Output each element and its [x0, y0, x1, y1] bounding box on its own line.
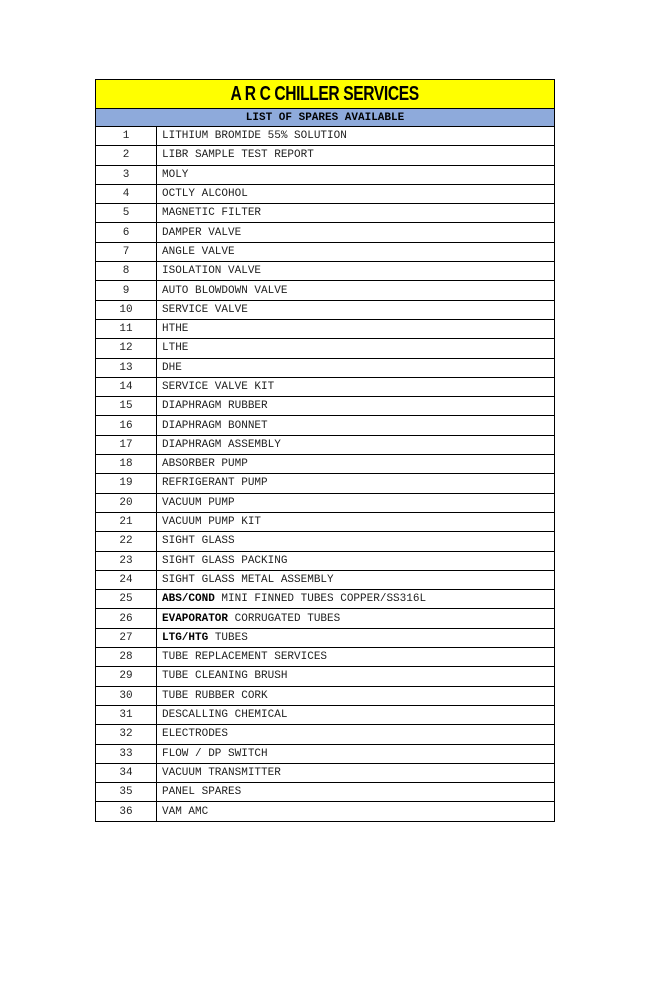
item-number: 19 [96, 474, 157, 493]
table-row [96, 763, 555, 782]
item-name-text: ANGLE VALVE [162, 245, 235, 258]
item-name [157, 667, 555, 686]
item-name-text: OCTLY ALCOHOL [162, 188, 248, 201]
item-name [157, 242, 555, 261]
item-number: 30 [96, 686, 157, 705]
item-name [157, 609, 555, 628]
table-row [96, 628, 555, 647]
spares-sheet [95, 79, 554, 822]
item-name [157, 339, 555, 358]
item-name [157, 397, 555, 416]
table-row [96, 474, 555, 493]
item-name [157, 551, 555, 570]
item-number: 32 [96, 725, 157, 744]
item-name-text: DAMPER VALVE [162, 226, 242, 239]
item-number: 12 [96, 339, 157, 358]
item-number: 4 [96, 184, 157, 203]
item-number: 9 [96, 281, 157, 300]
item-name-bold: EVAPORATOR [162, 612, 229, 625]
item-number: 23 [96, 551, 157, 570]
item-name-text: MOLY [162, 168, 189, 181]
item-name [157, 802, 555, 821]
item-name-text: LIBR SAMPLE TEST REPORT [162, 149, 314, 162]
item-number: 11 [96, 319, 157, 338]
item-name [157, 435, 555, 454]
table-row [96, 146, 555, 165]
item-name-text: MINI FINNED TUBES COPPER/SS316L [214, 593, 427, 606]
table-row [96, 512, 555, 531]
item-name [157, 570, 555, 589]
item-name [157, 146, 555, 165]
item-number: 20 [96, 493, 157, 512]
item-name-text: MAGNETIC FILTER [162, 207, 262, 220]
table-row [96, 319, 555, 338]
item-name [157, 416, 555, 435]
item-number: 1 [96, 127, 157, 146]
item-name [157, 127, 555, 146]
item-number: 6 [96, 223, 157, 242]
spares-table-body [96, 80, 555, 822]
item-name-text: CORRUGATED TUBES [228, 612, 341, 625]
table-row [96, 435, 555, 454]
item-number: 14 [96, 377, 157, 396]
table-row [96, 725, 555, 744]
item-number: 25 [96, 590, 157, 609]
table-row [96, 184, 555, 203]
item-number: 2 [96, 146, 157, 165]
table-row [96, 705, 555, 724]
item-name [157, 281, 555, 300]
item-number: 18 [96, 455, 157, 474]
title-row [96, 80, 555, 109]
table-row [96, 570, 555, 589]
table-row [96, 686, 555, 705]
item-name-text: ISOLATION VALVE [162, 265, 262, 278]
item-number: 36 [96, 802, 157, 821]
item-number: 3 [96, 165, 157, 184]
item-name-text: HTHE [162, 323, 189, 336]
item-number: 35 [96, 783, 157, 802]
item-number: 17 [96, 435, 157, 454]
item-name-text: SIGHT GLASS PACKING [162, 554, 288, 567]
item-number: 8 [96, 262, 157, 281]
item-name [157, 184, 555, 203]
item-name-bold: ABS/COND [162, 593, 215, 606]
item-name-text: DIAPHRAGM ASSEMBLY [162, 438, 281, 451]
table-row [96, 609, 555, 628]
table-row [96, 783, 555, 802]
item-name-text: VAM AMC [162, 805, 209, 818]
item-name [157, 204, 555, 223]
item-number: 13 [96, 358, 157, 377]
item-number: 5 [96, 204, 157, 223]
table-row [96, 281, 555, 300]
item-name-text: ABSORBER PUMP [162, 458, 248, 471]
item-name [157, 783, 555, 802]
item-name-text: DHE [162, 361, 182, 374]
item-name [157, 512, 555, 531]
item-name-text: VACUUM PUMP KIT [162, 516, 262, 529]
table-row [96, 262, 555, 281]
item-name-text: DIAPHRAGM RUBBER [162, 400, 268, 413]
item-name-text: DESCALLING CHEMICAL [162, 709, 288, 722]
item-name-text: TUBE RUBBER CORK [162, 689, 268, 702]
item-name [157, 628, 555, 647]
item-name-text: SIGHT GLASS METAL ASSEMBLY [162, 573, 334, 586]
table-row [96, 455, 555, 474]
table-row [96, 397, 555, 416]
item-name [157, 358, 555, 377]
item-name [157, 686, 555, 705]
table-row [96, 802, 555, 821]
item-name-text: ELECTRODES [162, 728, 229, 741]
table-row [96, 667, 555, 686]
item-name-text: VACUUM TRANSMITTER [162, 766, 281, 779]
page-title: A R C CHILLER SERVICES [230, 82, 420, 105]
table-row [96, 242, 555, 261]
item-name-text: VACUUM PUMP [162, 496, 235, 509]
item-number: 24 [96, 570, 157, 589]
table-row [96, 204, 555, 223]
item-number: 33 [96, 744, 157, 763]
table-row [96, 590, 555, 609]
spares-table [95, 79, 555, 822]
table-row [96, 648, 555, 667]
item-name [157, 648, 555, 667]
item-name [157, 165, 555, 184]
item-name [157, 300, 555, 319]
table-row [96, 532, 555, 551]
item-number: 31 [96, 705, 157, 724]
item-name-text: TUBE REPLACEMENT SERVICES [162, 651, 328, 664]
item-number: 29 [96, 667, 157, 686]
table-row [96, 127, 555, 146]
item-name [157, 763, 555, 782]
item-name-bold: LTG/HTG [162, 631, 209, 644]
item-name [157, 705, 555, 724]
item-name-text: AUTO BLOWDOWN VALVE [162, 284, 288, 297]
item-name-text: TUBE CLEANING BRUSH [162, 670, 288, 683]
title-cell [96, 80, 555, 109]
item-number: 28 [96, 648, 157, 667]
subtitle-row [96, 109, 555, 127]
item-number: 16 [96, 416, 157, 435]
table-row [96, 493, 555, 512]
table-row [96, 551, 555, 570]
item-name-text: REFRIGERANT PUMP [162, 477, 268, 490]
item-name-text: LTHE [162, 342, 189, 355]
table-row [96, 358, 555, 377]
item-name [157, 590, 555, 609]
item-name [157, 744, 555, 763]
table-row [96, 416, 555, 435]
table-row [96, 377, 555, 396]
item-number: 26 [96, 609, 157, 628]
item-number: 7 [96, 242, 157, 261]
item-name [157, 725, 555, 744]
item-name-text: SIGHT GLASS [162, 535, 235, 548]
item-name-text: DIAPHRAGM BONNET [162, 419, 268, 432]
item-number: 27 [96, 628, 157, 647]
item-name-text: SERVICE VALVE KIT [162, 381, 275, 393]
item-name-text: PANEL SPARES [162, 786, 242, 799]
item-name-text: FLOW / DP SWITCH [162, 747, 268, 760]
item-name [157, 223, 555, 242]
table-row [96, 223, 555, 242]
item-number: 10 [96, 300, 157, 319]
item-name [157, 532, 555, 551]
table-row [96, 339, 555, 358]
subtitle-cell: LIST OF SPARES AVAILABLE [96, 109, 555, 127]
item-name [157, 455, 555, 474]
item-number: 15 [96, 397, 157, 416]
item-name [157, 319, 555, 338]
item-number: 34 [96, 763, 157, 782]
table-row [96, 744, 555, 763]
item-name [157, 493, 555, 512]
item-name-text: LITHIUM BROMIDE 55% SOLUTION [162, 130, 347, 143]
item-number: 21 [96, 512, 157, 531]
item-name [157, 377, 555, 396]
item-name [157, 262, 555, 281]
item-name-text: SERVICE VALVE [162, 303, 248, 316]
item-number: 22 [96, 532, 157, 551]
table-row [96, 165, 555, 184]
item-name-text: TUBES [208, 631, 248, 644]
item-name [157, 474, 555, 493]
table-row [96, 300, 555, 319]
